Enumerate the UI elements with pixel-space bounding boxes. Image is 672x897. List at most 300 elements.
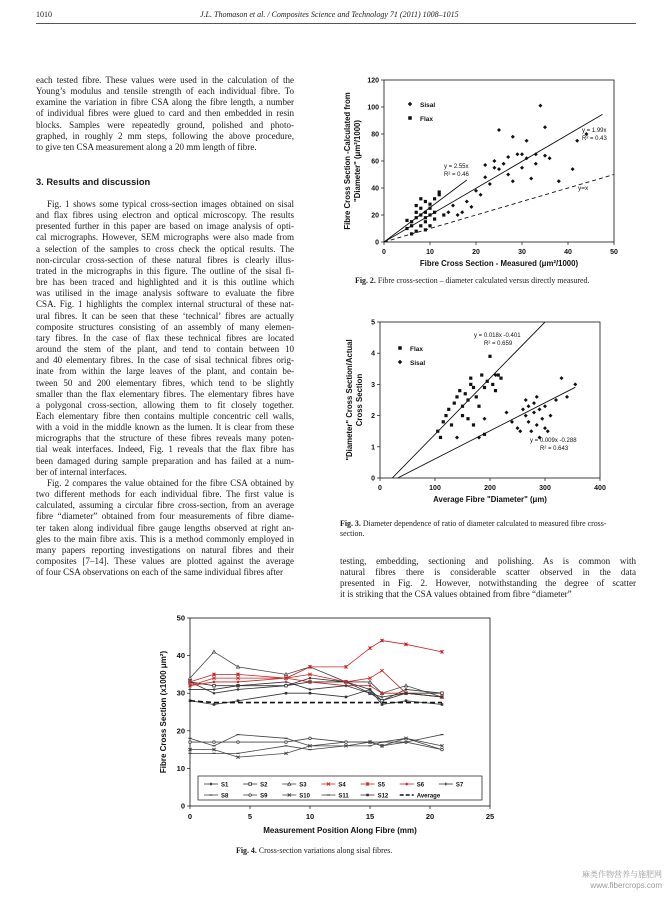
data-point xyxy=(477,405,480,408)
text-line: inate from within the large leaves of the plant, and contain be- xyxy=(36,366,294,377)
data-point xyxy=(438,190,441,193)
figure-3-label: Fig. 3. xyxy=(340,519,361,528)
data-point xyxy=(428,213,431,216)
data-point xyxy=(405,227,408,230)
data-point xyxy=(549,414,553,418)
data-point xyxy=(540,417,544,421)
data-point xyxy=(237,741,240,744)
data-point xyxy=(309,692,312,695)
data-point xyxy=(458,389,461,392)
data-point xyxy=(189,684,192,687)
data-point xyxy=(532,401,536,405)
text-line: testing, embedding, sectioning and polishing. As is common with xyxy=(340,556,636,566)
data-point xyxy=(575,139,579,143)
data-point xyxy=(428,207,431,210)
text-line: it is striking that the CSA values obtained from fibre “diameter” xyxy=(340,589,572,600)
figure-2-caption xyxy=(355,276,645,286)
data-point xyxy=(424,200,427,203)
text-line: calculated, assuming a circular fibre cross-section, from an average xyxy=(36,500,294,511)
text-line: examine the variation in fibre CSA along the fibre length, a number xyxy=(36,97,294,108)
figure-3-chart xyxy=(340,312,640,512)
text-line: a polygonal cross-section, allowing them to fit closely together. xyxy=(36,399,294,410)
y-tick-label: 3 xyxy=(371,381,375,389)
data-point xyxy=(472,386,475,389)
data-point xyxy=(469,377,472,380)
data-point xyxy=(461,414,464,417)
x-tick-label: 0 xyxy=(187,812,193,821)
text-line: with a void in the middle known as the lumen. It is clear from these xyxy=(36,422,294,433)
y-tick-label: 120 xyxy=(367,77,379,85)
y-tick-label: 60 xyxy=(371,158,379,166)
y-axis-label-line: Fibre Cross Section (x1000 μm²) xyxy=(159,650,168,774)
data-point xyxy=(472,423,475,426)
data-point xyxy=(368,680,371,683)
data-point xyxy=(466,398,469,401)
data-point xyxy=(236,688,239,691)
data-point xyxy=(419,207,422,210)
y-tick-label: 40 xyxy=(371,185,379,193)
data-point xyxy=(516,426,520,430)
text-line: and 40 elementary fibres. In the case of sisal technical fibres orig- xyxy=(36,355,294,366)
data-point xyxy=(433,197,436,200)
y-tick-label: 0 xyxy=(375,239,379,247)
series-sisal xyxy=(446,104,588,217)
data-point xyxy=(502,162,506,166)
data-point xyxy=(285,741,288,744)
text-line: Fig. 1 shows some typical cross-section images obtained on sisal xyxy=(47,199,294,209)
data-point xyxy=(424,228,427,231)
results-text xyxy=(36,199,294,578)
x-axis-label: Fibre Cross Section - Measured (μm²/1000) xyxy=(419,259,579,268)
data-point xyxy=(538,104,542,108)
data-point xyxy=(483,386,486,389)
x-tick-label: 30 xyxy=(518,249,526,256)
data-point xyxy=(520,166,524,170)
data-point xyxy=(479,193,483,197)
data-point xyxy=(505,410,509,414)
legend-label: Flax xyxy=(410,346,424,353)
figure-4-caption xyxy=(236,846,536,856)
data-point xyxy=(565,395,569,399)
text-line: composites [7–14]. These values are plotted against the average xyxy=(36,556,294,566)
figure-4-chart xyxy=(150,610,510,838)
data-point xyxy=(404,688,407,691)
x-tick-label: 200 xyxy=(484,485,496,492)
x-tick-label: 100 xyxy=(429,485,441,492)
data-point xyxy=(381,703,384,706)
series-line xyxy=(190,682,442,697)
y-tick-label: 1 xyxy=(371,444,375,452)
y-tick-label: 10 xyxy=(176,763,185,773)
y-axis-label-line: "Diameter" Cross Section/Actual xyxy=(345,339,354,461)
trend-line xyxy=(384,114,603,242)
data-point xyxy=(284,680,287,683)
journal-header: J.L. Thomason et al. / Composites Science and Technology 71 (2011) 1008–1015 xyxy=(200,10,459,19)
data-point xyxy=(491,383,494,386)
data-point xyxy=(475,395,478,398)
data-point xyxy=(419,224,422,227)
data-point xyxy=(488,355,491,358)
results-paragraph-2 xyxy=(36,478,294,578)
data-point xyxy=(345,696,348,699)
text-line: bre has been traced and highlighted and it is this outline which xyxy=(36,277,294,288)
text-line: cal micrographs. However, SEM micrographs were also made from xyxy=(36,232,294,243)
legend-label: S11 xyxy=(338,793,349,800)
data-point xyxy=(249,783,252,786)
data-point xyxy=(405,699,408,702)
data-point xyxy=(398,360,402,364)
y-tick-label: 50 xyxy=(176,613,185,623)
header-rule xyxy=(36,23,636,24)
data-point xyxy=(543,125,547,129)
text-line: Each elementary fibre then contains multiple concentric cell walls, xyxy=(36,410,294,421)
legend-label: Flax xyxy=(420,116,434,123)
y-axis-label-line: Cross Section xyxy=(355,373,364,427)
legend-label: Sisal xyxy=(420,102,436,109)
data-point xyxy=(460,210,464,214)
data-point xyxy=(415,211,418,214)
x-axis-label: Measurement Position Along Fibre (mm) xyxy=(263,826,417,835)
text-line: to give ten CSA measurement along a 20 mm length of fibre. xyxy=(36,141,257,152)
y-tick-label: 30 xyxy=(176,688,185,698)
data-point xyxy=(492,159,496,163)
data-point xyxy=(428,203,431,206)
data-point xyxy=(446,210,450,214)
data-point xyxy=(410,224,413,227)
data-point xyxy=(424,211,427,214)
data-point xyxy=(366,794,369,797)
text-line: ural fibres. It can be seen that these ‘technical’ fibres are actually xyxy=(36,310,294,321)
text-line: presented further in this paper are based on image analysis of opti- xyxy=(36,221,294,232)
data-point xyxy=(450,423,453,426)
fit-label: y = 0.009x -0.288 xyxy=(530,438,577,444)
y-tick-label: 0 xyxy=(180,801,185,811)
x-tick-label: 50 xyxy=(610,249,618,256)
data-point xyxy=(524,398,528,402)
data-point xyxy=(213,684,216,687)
data-point xyxy=(543,404,547,408)
data-point xyxy=(464,392,467,395)
data-point xyxy=(405,219,408,222)
x-tick-label: 5 xyxy=(247,812,253,821)
data-point xyxy=(456,213,460,217)
data-point xyxy=(380,669,383,672)
trend-line xyxy=(398,387,576,478)
fit-label: y=x xyxy=(578,185,589,192)
text-line: presented in Fig. 2. However, notwithstanding the degree of scatter xyxy=(340,578,636,589)
text-line: of individual fibres were glued to card and then embedded in resin xyxy=(36,108,294,119)
data-point xyxy=(441,748,444,751)
data-point xyxy=(532,410,536,414)
figure-2-caption-text: Fibre cross-section – diameter calculated versus directly measured. xyxy=(377,276,590,285)
text-line: micrographs that the structure of these fibres reveals many poten- xyxy=(36,433,294,444)
data-point xyxy=(511,135,515,139)
data-point xyxy=(538,407,542,411)
intro-paragraph xyxy=(36,75,294,153)
legend-label: S8 xyxy=(221,793,229,800)
data-point xyxy=(436,430,439,433)
data-point xyxy=(441,703,444,706)
x-tick-label: 0 xyxy=(382,249,386,256)
series-line xyxy=(190,738,442,757)
legend-label: S1 xyxy=(221,782,229,789)
data-point xyxy=(557,179,561,183)
x-tick-label: 15 xyxy=(365,812,375,821)
text-line: two different methods for each individual fibre. The first value is xyxy=(36,489,294,500)
data-point xyxy=(560,376,564,380)
legend-label: S9 xyxy=(260,793,268,800)
data-point xyxy=(368,646,371,649)
data-point xyxy=(410,232,413,235)
data-point xyxy=(345,741,348,744)
text-line: of four CSA observations on each of the same individual fibres after xyxy=(36,567,283,578)
x-tick-label: 300 xyxy=(539,485,551,492)
data-point xyxy=(554,398,558,402)
data-point xyxy=(284,673,287,676)
data-point xyxy=(571,167,575,171)
text-line: was utilised in the image analysis software to evaluate the fibre xyxy=(36,288,294,299)
y-axis-label xyxy=(343,92,362,229)
x-tick-label: 10 xyxy=(426,249,434,256)
text-line: and flax fibres using electron and optical microscopy. The results xyxy=(36,210,294,221)
page-number: 1010 xyxy=(36,10,52,19)
data-point xyxy=(534,162,538,166)
legend-label: S7 xyxy=(455,782,464,789)
data-point xyxy=(521,407,525,411)
data-point xyxy=(506,173,510,177)
data-point xyxy=(428,224,431,227)
data-point xyxy=(511,179,515,183)
data-point xyxy=(492,166,496,170)
data-point xyxy=(548,156,552,160)
y-axis-label-line: Fibre Cross Section -Calculated from xyxy=(343,92,352,230)
plot-frame xyxy=(384,80,614,242)
legend-label: S6 xyxy=(416,782,425,789)
legend-label: Average xyxy=(416,793,441,800)
text-line: non-circular cross-section of these natural fibres is clearly illus- xyxy=(36,254,294,265)
figure-3-caption xyxy=(340,519,630,539)
data-point xyxy=(285,677,288,680)
data-point xyxy=(285,684,288,687)
data-point xyxy=(433,211,436,214)
data-point xyxy=(408,102,412,106)
data-point xyxy=(369,688,372,691)
data-point xyxy=(212,650,215,653)
data-point xyxy=(469,383,472,386)
x-tick-label: 10 xyxy=(305,812,315,821)
data-point xyxy=(483,175,487,179)
text-line: each tested fibre. These values were used in the calculation of the xyxy=(36,75,294,85)
watermark-line-1: 麻类作物营养与施肥网 xyxy=(582,870,662,879)
data-point xyxy=(408,116,412,120)
data-point xyxy=(497,128,501,132)
data-point xyxy=(439,436,442,439)
y-tick-label: 0 xyxy=(371,475,375,483)
text-line: blocks. Samples were repeatedly ground, polished and photo- xyxy=(36,119,294,130)
data-point xyxy=(308,677,311,680)
data-point xyxy=(213,703,216,706)
data-point xyxy=(441,692,444,695)
text-line: tween 50 and 200 elementary fibres, which tend to be slightly xyxy=(36,377,294,388)
right-column-paragraph xyxy=(340,556,636,601)
results-paragraph-1 xyxy=(36,199,294,478)
data-point xyxy=(404,684,407,687)
legend-label: S4 xyxy=(338,782,346,789)
data-point xyxy=(189,741,192,744)
data-point xyxy=(455,395,458,398)
fit-label: R² = 0.46 xyxy=(444,172,469,178)
data-point xyxy=(237,681,240,684)
data-point xyxy=(415,230,418,233)
figure-4-caption-text: Cross-section variations along sisal fibres. xyxy=(258,846,393,855)
figure-2-chart xyxy=(340,72,640,272)
series-line xyxy=(190,735,442,754)
y-tick-label: 2 xyxy=(371,413,375,421)
data-point xyxy=(499,377,502,380)
text-line: gles to the main fibre axis. This is a method commonly employed in xyxy=(36,533,294,544)
text-line: Young’s modulus and tensile strength of each individual fibre. To xyxy=(36,86,294,97)
data-point xyxy=(529,429,533,433)
text-line: a selection of the samples to cross check the optical results. The xyxy=(36,243,294,254)
fit-label: y = 2.55x xyxy=(444,164,469,170)
data-point xyxy=(398,346,402,350)
data-point xyxy=(543,154,547,158)
watermark-line-2: www.fibercrops.com xyxy=(590,881,662,890)
data-point xyxy=(480,373,483,376)
data-point xyxy=(524,414,528,418)
data-point xyxy=(535,423,539,427)
series-flax xyxy=(436,355,502,439)
text-line: trated in the micrographs in this figure. The outline of the sisal fi- xyxy=(36,265,294,276)
data-point xyxy=(483,417,487,421)
data-point xyxy=(497,167,501,171)
data-point xyxy=(285,692,288,695)
data-point xyxy=(419,213,422,216)
data-point xyxy=(381,699,384,702)
figure-4-label: Fig. 4. xyxy=(236,846,257,855)
section-heading: 3. Results and discussion xyxy=(36,177,151,187)
y-tick-label: 20 xyxy=(371,212,379,220)
data-point xyxy=(546,429,550,433)
x-axis-label: Average Fibre "Diameter" (μm) xyxy=(433,495,547,504)
data-point xyxy=(309,681,312,684)
data-point xyxy=(405,783,408,786)
legend-label: Sisal xyxy=(410,360,426,367)
series-sisal xyxy=(455,373,577,439)
x-tick-label: 400 xyxy=(594,485,606,492)
data-point xyxy=(451,204,455,208)
data-point xyxy=(249,794,252,797)
data-point xyxy=(483,163,487,167)
text-line: ber of internal interfaces. xyxy=(36,466,127,477)
data-point xyxy=(344,684,347,687)
data-point xyxy=(369,684,372,687)
data-point xyxy=(447,408,450,411)
text-line: natural fibres there is considerable scatter observed in the data xyxy=(340,567,636,578)
series-flax xyxy=(405,190,445,235)
data-point xyxy=(466,417,469,420)
data-point xyxy=(442,420,445,423)
data-point xyxy=(381,692,384,695)
data-point xyxy=(461,405,464,408)
watermark xyxy=(582,869,662,891)
data-point xyxy=(494,389,497,392)
text-line: tial weak interfaces. Indeed, Fig. 1 reveals that the flax fibre has xyxy=(36,444,294,455)
data-point xyxy=(308,688,311,691)
data-point xyxy=(444,414,447,417)
data-point xyxy=(309,737,312,740)
legend-label: S5 xyxy=(377,782,385,789)
text-line: many papers reporting investigations on natural fibres and their xyxy=(36,544,294,555)
y-tick-label: 40 xyxy=(176,651,185,661)
data-point xyxy=(212,688,215,691)
x-tick-label: 40 xyxy=(564,249,572,256)
y-tick-label: 5 xyxy=(371,319,375,327)
fit-label: R² = 0.43 xyxy=(582,136,607,142)
y-axis-label-line: "Diameter" (μm²/1000) xyxy=(353,120,362,202)
text-line: graphed, in roughly 2 mm steps, following the above procedure, xyxy=(36,130,294,141)
data-point xyxy=(469,205,473,209)
data-point xyxy=(535,395,539,399)
data-point xyxy=(213,681,216,684)
data-point xyxy=(455,435,459,439)
legend-label: S2 xyxy=(260,782,268,789)
data-point xyxy=(188,688,191,691)
data-point xyxy=(415,204,418,207)
fit-label: y = 1.99x xyxy=(582,128,607,134)
x-tick-label: 0 xyxy=(378,485,382,492)
data-point xyxy=(213,741,216,744)
text-line: tary fibres. In the case of flax these technical fibres are located xyxy=(36,332,294,343)
text-line: smaller than the flax elementary fibres. The elementary fibres have xyxy=(36,388,294,399)
data-point xyxy=(453,402,456,405)
text-line: composite structures consisting of an assembly of many elemen- xyxy=(36,321,294,332)
data-point xyxy=(419,197,422,200)
data-point xyxy=(573,382,577,386)
data-point xyxy=(525,139,529,143)
data-point xyxy=(515,152,519,156)
data-point xyxy=(486,380,489,383)
text-line: Fig. 2 compares the value obtained for the fibre CSA obtained by xyxy=(47,477,294,488)
data-point xyxy=(410,220,413,223)
data-point xyxy=(424,216,427,219)
data-point xyxy=(506,155,510,159)
data-point xyxy=(380,695,383,698)
legend-label: S12 xyxy=(377,793,389,800)
fit-label: R² = 0.659 xyxy=(484,341,513,347)
data-point xyxy=(518,429,522,433)
series-s5 xyxy=(188,639,443,684)
data-point xyxy=(527,420,531,424)
data-point xyxy=(424,220,427,223)
x-tick-label: 25 xyxy=(485,812,495,821)
data-point xyxy=(543,426,547,430)
data-point xyxy=(529,177,533,181)
figure-2-label: Fig. 2. xyxy=(355,276,376,285)
y-axis-label xyxy=(345,339,364,460)
data-point xyxy=(465,200,469,204)
text-line: around the stem of the plant, and tend to contain between 10 xyxy=(36,344,294,355)
legend-label: S10 xyxy=(299,793,310,800)
y-tick-label: 100 xyxy=(367,104,379,112)
y-axis-label xyxy=(159,651,168,774)
y-tick-label: 4 xyxy=(371,350,375,358)
figure-3-caption-text: Diameter dependence of ratio of diameter calculated to measured fibre cross-section. xyxy=(340,519,607,538)
data-point xyxy=(488,182,492,186)
legend-label: S3 xyxy=(299,782,307,789)
text-line: ter taken along individual fibre gauge lengths observed at right an- xyxy=(36,522,294,533)
data-point xyxy=(442,213,445,216)
